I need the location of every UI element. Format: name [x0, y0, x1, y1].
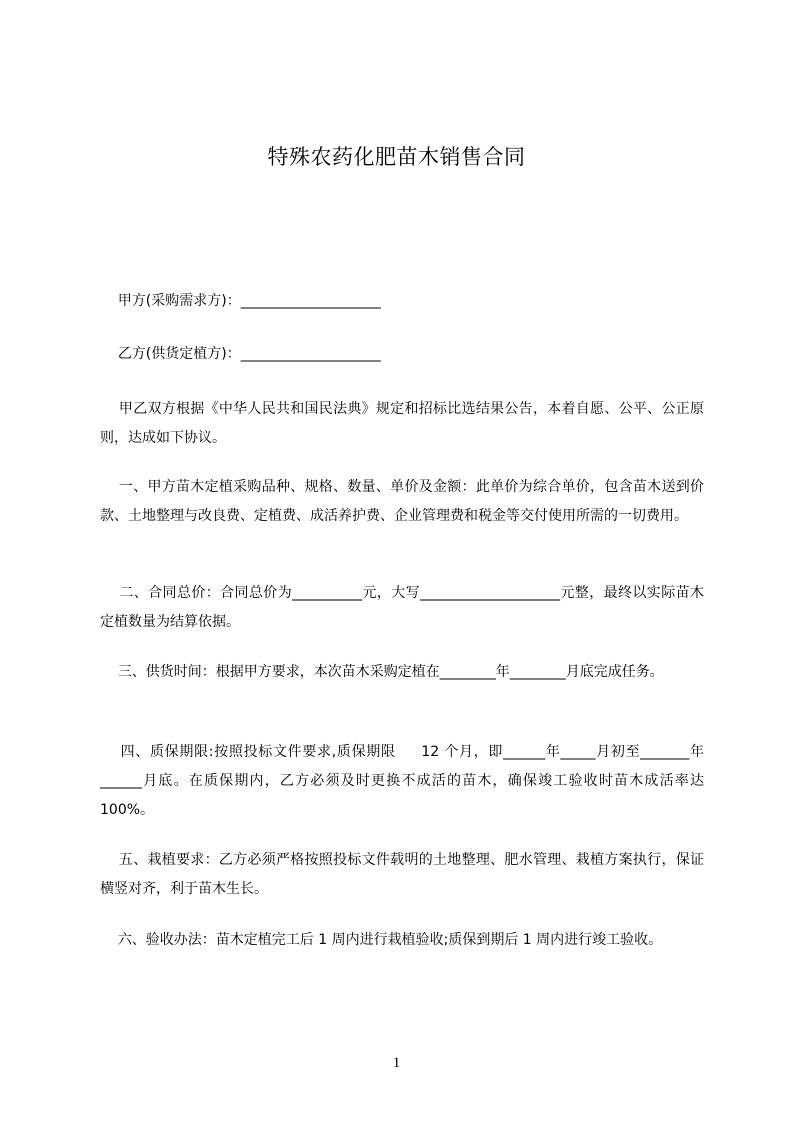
- clause-3-paragraph: 三、供货时间：根据甲方要求，本次苗木采购定植在________年________月底完成任务。: [100, 664, 664, 680]
- clause-6-paragraph: 六、验收办法：苗木定植完工后 1 周内进行栽植验收;质保到期后 1 周内进行竣工验收。: [100, 932, 663, 948]
- clause-4-paragraph: 四、质保期限:按照投标文件要求,质保期限 12 个月，即______年_____月初至_______年______月底。在质保期内，乙方必须及时更换不成活的苗木，确保竣工验收时苗木成活率达 100%。: [100, 744, 709, 818]
- clause-1-paragraph: 一、甲方苗木定植采购品种、规格、数量、单价及金额：此单价为综合单价，包含苗木送到价款、土地整理与改良费、定植费、成活养护费、企业管理费和税金等交付使用所需的一切费用。: [100, 479, 704, 524]
- party-b-line: 乙方(供货定植方)：____________________: [100, 346, 381, 362]
- clause-5-paragraph: 五、栽植要求：乙方必须严格按照投标文件载明的土地整理、肥水管理、栽植方案执行，保证横竖对齐，利于苗木生长。: [100, 852, 704, 897]
- party-a-line: 甲方(采购需求方)：____________________: [100, 293, 381, 309]
- preamble-paragraph: 甲乙双方根据《中华人民共和国民法典》规定和招标比选结果公告，本着自愿、公平、公正原则，达成如下协议。: [100, 401, 704, 446]
- page-title: 特殊农药化肥苗木销售合同: [267, 145, 526, 169]
- clause-2-paragraph: 二、合同总价：合同总价为__________元，大写____________________元整，最终以实际苗木定植数量为结算依据。: [100, 585, 704, 630]
- page-number: 1: [392, 1055, 401, 1071]
